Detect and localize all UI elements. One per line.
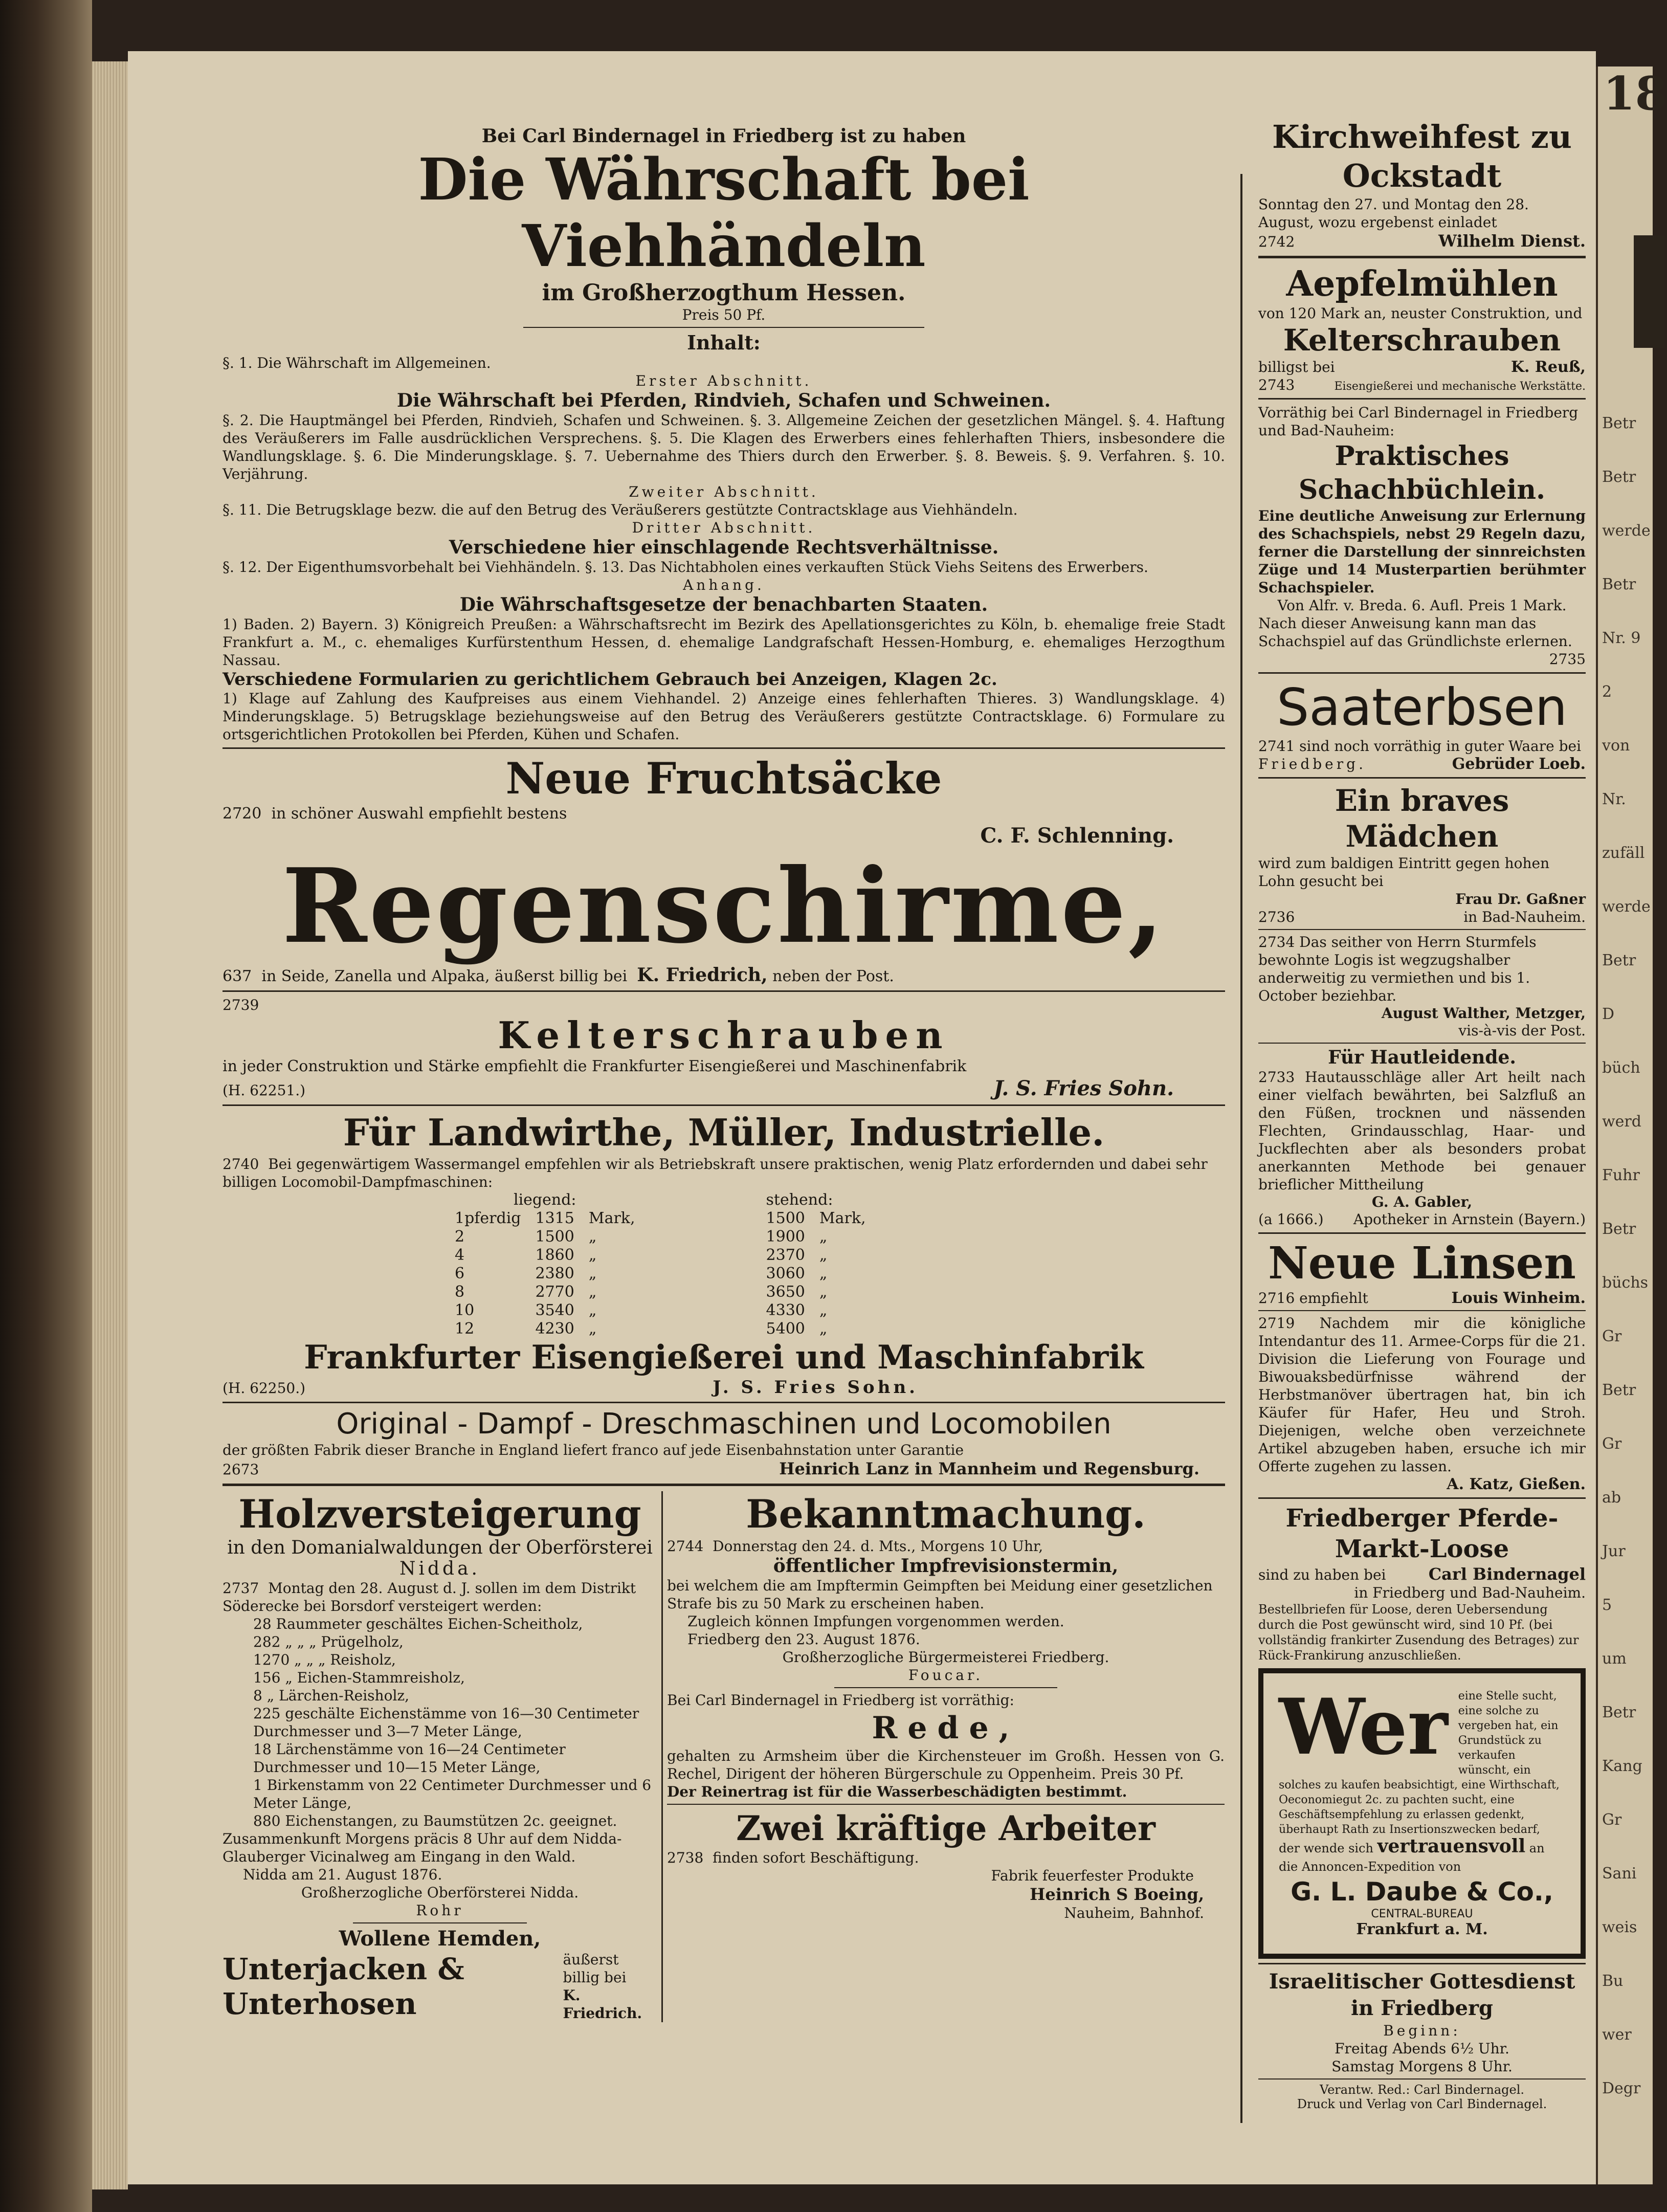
next-page-number: 18 xyxy=(1603,67,1667,121)
ad-number: 2720 xyxy=(223,805,262,823)
holz-sub2: Nidda. xyxy=(399,1558,480,1579)
wer-text2: der wende sich xyxy=(1279,1841,1373,1855)
rule xyxy=(223,1104,1225,1106)
linsen-signature: Louis Winheim. xyxy=(1451,1289,1586,1307)
holz-office: Großherzogliche Oberförsterei Nidda. xyxy=(301,1884,579,1901)
ad-kelterschrauben xyxy=(223,996,1225,1100)
price-row xyxy=(448,1283,873,1301)
part2-text: §. 11. Die Betrugsklage bezw. die auf den Betrug des Veräußerers gestützte Contractsklage aus Viehhändeln. xyxy=(223,501,1018,518)
next-page-text-fragment: ab xyxy=(1602,1489,1621,1507)
subcolumns xyxy=(223,1491,1225,2022)
ad-katz xyxy=(1258,1314,1586,1493)
price-cell: 1860 xyxy=(535,1246,574,1264)
part3-label: Dritter Abschnitt. xyxy=(632,519,816,536)
holz-item: 1 Birkenstamm von 22 Centimeter Durchmesser und 6 Meter Länge, xyxy=(253,1777,652,1811)
book-title: Die Währschaft bei Viehhändeln xyxy=(418,146,1030,280)
price-cell: 12 xyxy=(455,1320,475,1338)
rule xyxy=(223,1402,1225,1403)
next-page-text-fragment: Betr xyxy=(1602,1381,1636,1399)
part2-label: Zweiter Abschnitt. xyxy=(629,483,819,500)
price-cell: „ xyxy=(588,1246,597,1264)
ad-number: 2735 xyxy=(1549,651,1586,668)
holz-item: 18 Lärchenstämme von 16—24 Centimeter Durchmesser und 10—15 Meter Länge, xyxy=(253,1741,566,1776)
price-cell: „ xyxy=(819,1301,828,1319)
price-cell: 3650 xyxy=(766,1283,805,1301)
price-cell: „ xyxy=(819,1228,828,1246)
ad-logis xyxy=(1258,933,1586,1039)
ad-number: 2673 xyxy=(223,1461,259,1478)
hemden-title: Wollene Hemden, xyxy=(339,1927,541,1951)
price-cell: 4330 xyxy=(766,1301,805,1319)
rule xyxy=(1258,1497,1586,1499)
subcolumn-left xyxy=(223,1491,657,2022)
rule xyxy=(667,1804,1225,1805)
next-page-text-fragment: büch xyxy=(1602,1059,1640,1077)
price-cell: 10 xyxy=(455,1301,475,1319)
ad-number: 2740 xyxy=(223,1156,259,1173)
price-cell: „ xyxy=(588,1265,597,1282)
ad-waehrschaft xyxy=(223,125,1225,743)
ad-number: 2737 xyxy=(223,1580,259,1597)
aepfel-desc: Eisengießerei und mechanische Werkstätte. xyxy=(1334,380,1586,393)
bekanntmachung-official: Foucar. xyxy=(908,1667,984,1684)
ad-number: 2739 xyxy=(223,997,259,1013)
arbeiter-owner: Heinrich S Boeing, xyxy=(1030,1885,1204,1904)
price-cell: 1500 xyxy=(535,1228,574,1246)
next-page-text-fragment: Gr xyxy=(1602,1435,1622,1453)
next-page-text-fragment: wer xyxy=(1602,2026,1632,2044)
kirchweih-text: Sonntag den 27. und Montag den 28. August, wozu ergebenst einladet xyxy=(1258,196,1529,231)
arbeiter-place: Nauheim, Bahnhof. xyxy=(1064,1905,1204,1921)
holz-meeting: Zusammenkunft Morgens präcis 8 Uhr auf dem Nidda-Glauberger Vicinalweg am Eingang in den Wald. xyxy=(223,1830,622,1865)
loose-text: sind zu haben bei xyxy=(1258,1566,1386,1583)
next-page-text-fragment: Bu xyxy=(1602,1972,1624,1990)
kelterschrauben-title: Kelterschrauben xyxy=(498,1013,950,1057)
rede-note: Der Reinertrag ist für die Wasserbeschädigten bestimmt. xyxy=(667,1783,1127,1800)
gottesdienst-begin: Beginn: xyxy=(1383,2022,1461,2039)
holz-item: 8 „ Lärchen-Reisholz, xyxy=(253,1687,410,1704)
aepfel-prefix: billigst bei xyxy=(1258,359,1335,375)
price-cell: 2380 xyxy=(535,1265,574,1282)
imprint-print: Druck und Verlag von Carl Bindernagel. xyxy=(1297,2097,1547,2111)
next-page-text-fragment: Nr. xyxy=(1602,790,1626,808)
part1-title: Die Währschaft bei Pferden, Rindvieh, Schafen und Schweinen. xyxy=(396,390,1051,411)
landwirthe-signature: J. S. Fries Sohn. xyxy=(713,1377,918,1398)
book-subtitle: im Großherzogthum Hessen. xyxy=(542,280,906,306)
price-table xyxy=(448,1191,873,1338)
appendix-text: 1) Baden. 2) Bayern. 3) Königreich Preußen: a Währschaftsrecht im Bezirk des Apellationsgerichtes zu Köln, b. ehemalige freie Stadt Frankfurt a. M., c. ehemaliges Kurfürstenthum Hessen, d. ehemalige Landgrafschaft Hessen-Homburg, e. ehemaliges Herzogthum Nassau. xyxy=(223,616,1225,669)
kirchweih-signature: Wilhelm Dienst. xyxy=(1438,231,1586,251)
next-page-text-fragment: Kang xyxy=(1602,1757,1642,1775)
spacer xyxy=(642,1320,759,1338)
loose-note: Bestellbriefen für Loose, deren Uebersendung durch die Post gewünscht wird, sind 10 Pf. (bei vollständig frankirter Zusendung des Betrages) zur Rück-Frankirung anzuschließen. xyxy=(1258,1602,1579,1663)
holz-item: 225 geschälte Eichenstämme von 16—30 Centimeter Durchmesser und 3—7 Meter Länge, xyxy=(253,1705,639,1740)
forms-title: Verschiedene Formularien zu gerichtlichem Gebrauch bei Anzeigen, Klagen 2c. xyxy=(223,669,997,690)
kelterschrauben-text: in jeder Construktion und Stärke empfiehlt die Frankfurter Eisengießerei und Maschinenfabrik xyxy=(223,1057,967,1075)
gottesdienst-title: Israelitischer Gottesdienst in Friedberg xyxy=(1269,1970,1575,2020)
ad-fruchtsaecke xyxy=(223,753,1225,848)
fruchtsaecke-signature: C. F. Schlenning. xyxy=(980,824,1174,848)
lanz-title: Original - Dampf - Dreschmaschinen und Locomobilen xyxy=(336,1407,1112,1441)
price-cell: Mark, xyxy=(819,1209,866,1227)
ad-aepfelmuehlen xyxy=(1258,263,1586,394)
column-separator xyxy=(661,1491,663,2022)
wer-text3: an die Annoncen-Expedition von xyxy=(1279,1841,1545,1874)
ad-number: 637 xyxy=(223,967,252,985)
ad-regenschirme xyxy=(223,848,1225,986)
ad-number: 2744 xyxy=(667,1538,704,1555)
maedchen-place: in Bad-Nauheim. xyxy=(1463,909,1586,925)
spacer xyxy=(642,1301,759,1320)
ad-number: 2742 xyxy=(1258,233,1295,250)
price-cell: 5400 xyxy=(766,1320,805,1338)
arbeiter-title: Zwei kräftige Arbeiter xyxy=(736,1808,1155,1848)
price-cell: 1500 xyxy=(766,1209,805,1227)
next-page-text-fragment: Betr xyxy=(1602,414,1636,432)
price-cell: Mark, xyxy=(588,1209,635,1227)
next-page-text-fragment: Gr xyxy=(1602,1328,1622,1345)
rule xyxy=(223,1484,1225,1486)
rule xyxy=(1258,929,1586,930)
logis-place: vis-à-vis der Post. xyxy=(1458,1022,1586,1039)
schach-note: Nach dieser Anweisung kann man das Schachspiel auf das Gründlichste erlernen. xyxy=(1258,615,1572,650)
price-cell: 8 xyxy=(455,1283,465,1301)
price-cell: „ xyxy=(819,1246,828,1264)
schach-intro: Vorräthig bei Carl Bindernagel in Friedberg und Bad-Nauheim: xyxy=(1258,404,1579,439)
gottesdienst-friday: Freitag Abends 6½ Uhr. xyxy=(1335,2040,1509,2057)
price-cell: 2770 xyxy=(535,1283,574,1301)
column-divider xyxy=(1240,174,1242,2123)
bekanntmachung-text3: bei welchem die am Impftermin Geimpften bei Meidung einer gesetzlichen Strafe bis zu 50 Mark zu erscheinen haben. xyxy=(667,1577,1213,1612)
next-page-text-fragment: Betr xyxy=(1602,576,1636,593)
ad-number: 2741 xyxy=(1258,738,1295,755)
rede-intro: Bei Carl Bindernagel in Friedberg ist vorräthig: xyxy=(667,1692,1014,1709)
next-page-text-fragment: Betr xyxy=(1602,1704,1636,1721)
fruchtsaecke-title: Neue Fruchtsäcke xyxy=(505,753,942,804)
holz-official: Rohr xyxy=(416,1902,464,1919)
next-page-text-fragment: Sani xyxy=(1602,1865,1637,1883)
price-cell: 3540 xyxy=(535,1301,574,1319)
spacer xyxy=(642,1283,759,1301)
lanz-signature: Heinrich Lanz in Mannheim und Regensburg. xyxy=(779,1459,1199,1478)
aepfel-title2: Kelterschrauben xyxy=(1283,323,1561,358)
ad-linsen xyxy=(1258,1238,1586,1307)
next-page-text-fragment: werde xyxy=(1602,898,1651,916)
bekanntmachung-office: Großherzogliche Bürgermeisterei Friedberg. xyxy=(782,1649,1109,1666)
next-page-text-fragment: werde xyxy=(1602,522,1651,540)
wer-emph: vertrauensvoll xyxy=(1377,1835,1526,1857)
book-price: Preis 50 Pf. xyxy=(682,306,766,323)
rule xyxy=(1258,1043,1586,1044)
holz-date: Nidda am 21. August 1876. xyxy=(243,1866,442,1883)
maedchen-text: wird zum baldigen Eintritt gegen hohen Lohn gesucht bei xyxy=(1258,855,1550,890)
ad-number: 2736 xyxy=(1258,909,1295,925)
wer-bureau: CENTRAL-BUREAU xyxy=(1371,1908,1473,1920)
price-cell: „ xyxy=(819,1283,828,1301)
holz-item: 28 Raummeter geschältes Eichen-Scheitholz, xyxy=(253,1616,583,1632)
schach-title: Praktisches Schachbüchlein. xyxy=(1298,440,1546,505)
print-block xyxy=(1634,235,1664,348)
landwirthe-text: Bei gegenwärtigem Wassermangel empfehlen wir als Betriebskraft unsere praktischen, wenig Platz erfordernden und dabei sehr billigen Locomobil-Dampfmaschinen: xyxy=(223,1156,1208,1190)
next-page-text-fragment: Jur xyxy=(1602,1542,1626,1560)
holz-sub1: in den Domanialwaldungen der Oberförsterei xyxy=(227,1537,653,1558)
ad-kirchweih xyxy=(1258,118,1586,251)
arbeiter-firm: Fabrik feuerfester Produkte xyxy=(991,1867,1194,1884)
next-page-text-fragment: werd xyxy=(1602,1113,1641,1131)
hemden-big: Unterjacken & Unterhosen xyxy=(223,1952,464,2021)
next-page-text-fragment: Betr xyxy=(1602,1220,1636,1238)
ad-maedchen xyxy=(1258,783,1586,926)
price-cell: „ xyxy=(588,1320,597,1338)
toc-heading: Inhalt: xyxy=(687,331,761,354)
wer-firm: G. L. Daube & Co., xyxy=(1291,1877,1553,1907)
aepfel-seller: K. Reuß, xyxy=(1510,358,1586,376)
rule xyxy=(1258,398,1586,400)
holz-items xyxy=(223,1615,657,1830)
haut-title: Für Hautleidende. xyxy=(1328,1047,1516,1068)
linsen-title: Neue Linsen xyxy=(1268,1237,1576,1289)
kelterschrauben-signature: J. S. Fries Sohn. xyxy=(993,1076,1174,1100)
divider xyxy=(523,327,924,328)
logis-signature: August Walther, Metzger, xyxy=(1381,1005,1586,1022)
price-cell: 6 xyxy=(455,1265,465,1282)
price-cell: „ xyxy=(588,1301,597,1319)
aepfel-text: von 120 Mark an, neuster Construktion, und xyxy=(1258,305,1583,322)
ad-saaterbsen xyxy=(1258,678,1586,773)
next-page-text-fragment: 2 xyxy=(1602,683,1612,701)
next-page-text-fragment: weis xyxy=(1602,1918,1637,1936)
price-cell: „ xyxy=(588,1228,597,1246)
holz-item: 1270 „ „ „ Reisholz, xyxy=(253,1651,396,1668)
ad-loose xyxy=(1258,1503,1586,1663)
toc-s1: §. 1. Die Währschaft im Allgemeinen. xyxy=(223,355,491,371)
next-page-text-fragment: büchs xyxy=(1602,1274,1649,1292)
price-row xyxy=(448,1246,873,1265)
rule xyxy=(1258,1232,1586,1234)
ref-number: (H. 62251.) xyxy=(223,1082,306,1099)
rule xyxy=(1258,1963,1586,1964)
ad-schachbuechlein xyxy=(1258,404,1586,668)
kirchweih-title: Kirchweihfest zu Ockstadt xyxy=(1272,118,1572,194)
ad-daube-box xyxy=(1258,1668,1586,1959)
holz-item: 880 Eichenstangen, zu Baumstützen 2c. geeignet. xyxy=(253,1812,617,1829)
price-row xyxy=(448,1265,873,1283)
rule xyxy=(1258,256,1586,258)
regenschirme-title: Regenschirme, xyxy=(282,846,1166,966)
right-column xyxy=(1258,118,1586,2161)
publisher-line: Bei Carl Bindernagel in Friedberg ist zu haben xyxy=(481,125,966,147)
next-page-text-fragment: zufäll xyxy=(1602,844,1645,862)
rede-text: gehalten zu Armsheim über die Kirchensteuer im Großh. Hessen von G. Rechel, Dirigent der höheren Bürgerschule zu Oppenheim. Preis 30 Pf. xyxy=(667,1748,1225,1782)
next-page-text-fragment: von xyxy=(1602,737,1630,755)
arbeiter-text: finden sofort Beschäftigung. xyxy=(713,1849,919,1866)
ad-hautleidende xyxy=(1258,1047,1586,1228)
rule xyxy=(1258,672,1586,674)
haut-text: Hautausschläge aller Art heilt nach einer vielfach bewährten, bei Salzfluß an den Füßen, trocknen und nässenden Flechten, Grindausschlag, Haar- und Juckflechten aber als besonders probat anerkannten Methode bei genauer brieflicher Mittheilung xyxy=(1258,1069,1586,1193)
wer-city: Frankfurt a. M. xyxy=(1356,1920,1488,1938)
price-cell: 1315 xyxy=(535,1209,574,1227)
ad-number: 2733 xyxy=(1258,1069,1295,1086)
part3-title: Verschiedene hier einschlagende Rechtsverhältnisse. xyxy=(449,537,999,558)
ad-gottesdienst xyxy=(1258,1968,1586,2075)
next-page-text-fragment: Gr xyxy=(1602,1811,1622,1829)
ad-number: 2716 xyxy=(1258,1290,1295,1307)
lanz-text: der größten Fabrik dieser Branche in England liefert franco auf jede Eisenbahnstation unter Garantie xyxy=(223,1442,964,1458)
saat-signature: Gebrüder Loeb. xyxy=(1452,755,1586,773)
holz-item: 282 „ „ „ Prügelholz, xyxy=(253,1633,404,1650)
ad-landwirthe xyxy=(223,1110,1225,1398)
holz-item: 156 „ Eichen-Stammreisholz, xyxy=(253,1669,465,1686)
next-page-text-fragment: D xyxy=(1602,1005,1615,1023)
ad-number: 2738 xyxy=(667,1849,704,1866)
haut-signature: G. A. Gabler, xyxy=(1371,1193,1473,1210)
ad-number: 2719 xyxy=(1258,1315,1295,1332)
regenschirme-seller: K. Friedrich, xyxy=(637,964,768,986)
next-page-text-fragment: Degr xyxy=(1602,2080,1641,2097)
subcolumn-right xyxy=(667,1491,1225,2022)
bekanntmachung-date: Friedberg den 23. August 1876. xyxy=(687,1631,920,1648)
price-cell: 2370 xyxy=(766,1246,805,1264)
rede-title: Rede, xyxy=(872,1710,1020,1746)
loose-seller: Carl Bindernagel xyxy=(1428,1564,1586,1584)
bekanntmachung-title: Bekanntmachung. xyxy=(746,1491,1146,1537)
page-edges xyxy=(92,61,128,2189)
appendix-title: Die Währschaftsgesetze der benachbarten Staaten. xyxy=(459,594,988,615)
next-page-text-fragment: Fuhr xyxy=(1602,1166,1640,1184)
part1-text: §. 2. Die Hauptmängel bei Pferden, Rindvieh, Schafen und Schweinen. §. 3. Allgemeine Zeichen der gesetzlichen Mängel. §. 4. Haftung des Veräußerers im Falle ausdrücklichen Versprechens. §. 5. Die Klagen des Erwerbers eines fehlerhaften Thiers, insbesondere die Wandlungsklage. §. 6. Die Minderungsklage. §. 7. Uebernahme des Thiers durch den Erwerber. §. 8. Beweis. §. 9. Verfahren. §. 10. Verjährung. xyxy=(223,412,1225,482)
price-cell: 3060 xyxy=(766,1265,805,1282)
price-cell: 1pferdig xyxy=(455,1209,521,1227)
next-page-text-fragment: Nr. 9 xyxy=(1602,629,1641,647)
part1-label: Erster Abschnitt. xyxy=(635,372,812,389)
spacer xyxy=(642,1265,759,1283)
schach-author: Von Alfr. v. Breda. 6. Aufl. Preis 1 Mark. xyxy=(1277,597,1567,614)
newspaper-page xyxy=(128,51,1596,2184)
next-page-text-fragment: 5 xyxy=(1602,1596,1612,1614)
price-row xyxy=(448,1209,873,1228)
spacer xyxy=(642,1228,759,1246)
price-row xyxy=(448,1228,873,1246)
rule xyxy=(223,990,1225,992)
price-cell: „ xyxy=(588,1283,597,1301)
price-cell: 4230 xyxy=(535,1320,574,1338)
price-row xyxy=(448,1301,873,1320)
ad-number: 2734 xyxy=(1258,934,1295,950)
price-cell: 1900 xyxy=(766,1228,805,1246)
bekanntmachung-text4: Zugleich können Impfungen vorgenommen werden. xyxy=(687,1613,1064,1630)
loose-title: Friedberger Pferde-Markt-Loose xyxy=(1285,1504,1559,1563)
maedchen-name: Frau Dr. Gaßner xyxy=(1455,891,1586,908)
landwirthe-firm: Frankfurter Eisengießerei und Maschinfabrik xyxy=(304,1338,1144,1377)
appendix-label: Anhang. xyxy=(683,577,765,593)
price-cell: „ xyxy=(819,1320,828,1338)
next-page-text-fragment: Betr xyxy=(1602,952,1636,969)
saat-text: sind noch vorräthig in guter Waare bei xyxy=(1299,738,1582,755)
katz-signature: A. Katz, Gießen. xyxy=(1447,1475,1586,1493)
left-column xyxy=(223,125,1225,2164)
holz-text: Montag den 28. August d. J. sollen im dem Distrikt Söderecke bei Borsdorf versteigert werden: xyxy=(223,1580,636,1614)
loose-place: in Friedberg und Bad-Nauheim. xyxy=(1354,1584,1586,1601)
bekanntmachung-text2: öffentlicher Impfrevisionstermin, xyxy=(773,1555,1119,1577)
spacer xyxy=(642,1209,759,1228)
price-cell: 2 xyxy=(455,1228,465,1246)
rule xyxy=(1258,1310,1586,1311)
regenschirme-suffix: neben der Post. xyxy=(772,967,894,985)
head-standing: stehend: xyxy=(766,1191,833,1209)
head-lying: liegend: xyxy=(513,1191,576,1209)
rule xyxy=(1258,777,1586,779)
hemden-seller: K. Friedrich. xyxy=(563,1987,642,2022)
price-row xyxy=(448,1320,873,1338)
imprint-editor: Verantw. Red.: Carl Bindernagel. xyxy=(1319,2083,1525,2097)
landwirthe-title: Für Landwirthe, Müller, Industrielle. xyxy=(343,1111,1105,1154)
schach-text: Eine deutliche Anweisung zur Erlernung des Schachspiels, nebst 29 Regeln dazu, ferner die Darstellung der sinnreichsten Züge und 14 Musterpartien berühmter Schachspieler. xyxy=(1258,507,1586,596)
ad-lanz xyxy=(223,1407,1225,1478)
forms-text: 1) Klage auf Zahlung des Kaufpreises aus einem Viehhandel. 2) Anzeige eines fehlerhaften Thieres. 3) Wandlungsklage. 4) Minderungsklage. 5) Betrugsklage beziehungsweise auf den Betrug des Veräußerers gestützte Contractsklage. 6) Formulare zu ortsgerichtlichen Protokollen bei Pferden, Kühen und Schafen. xyxy=(223,690,1225,743)
book-binding xyxy=(0,0,92,2212)
katz-text: Nachdem mir die königliche Intendantur des 11. Armee-Corps für die 21. Division die Lieferung von Fourage und Biwouaksbedürfnisse während der Herbstmanöver übertragen hat, bin ich Käufer für Hafer, Heu und Stroh. Diejenigen, welche oben verzeichnete Artikel abzugeben haben, ersuche ich mir Offerte zugehen zu lassen. xyxy=(1258,1315,1586,1475)
spacer xyxy=(642,1246,759,1265)
fruchtsaecke-text: in schöner Auswahl empfiehlt bestens xyxy=(271,805,567,823)
next-page-text-fragment: Betr xyxy=(1602,468,1636,486)
ad-number: 2743 xyxy=(1258,377,1295,393)
price-cell: 4 xyxy=(455,1246,465,1264)
holz-title: Holzversteigerung xyxy=(238,1491,641,1537)
ref-number: (H. 62250.) xyxy=(223,1380,306,1397)
bekanntmachung-text1: Donnerstag den 24. d. Mts., Morgens 10 Uhr, xyxy=(713,1538,1043,1555)
regenschirme-text: in Seide, Zanella und Alpaka, äußerst billig bei xyxy=(261,967,628,985)
linsen-text: empfiehlt xyxy=(1299,1290,1368,1307)
wer-big: Wer xyxy=(1279,1682,1448,1772)
divider xyxy=(353,1922,527,1923)
aepfel-title: Aepfelmühlen xyxy=(1286,263,1558,304)
part3-text: §. 12. Der Eigenthumsvorbehalt bei Viehhändeln. §. 13. Das Nichtabholen eines verkauften Stück Viehs Seitens des Erwerbers. xyxy=(223,559,1148,576)
rule xyxy=(1258,2078,1586,2080)
saat-title: Saaterbsen xyxy=(1276,677,1568,737)
saat-place: Friedberg. xyxy=(1258,756,1366,772)
divider xyxy=(834,1687,1057,1688)
next-page-fragment xyxy=(1596,67,1667,2184)
logis-text: Das seither von Herrn Sturmfels bewohnte Logis ist wegzugshalber anderweitig zu vermiethen und bis 1. October beziehbar. xyxy=(1258,934,1537,1004)
price-cell: „ xyxy=(819,1265,828,1282)
wer-text1: eine Stelle sucht, eine solche zu vergeben hat, ein Grundstück zu verkaufen wünscht, ein solches zu kaufen beabsichtigt, eine Wirthschaft, Oeconomiegut 2c. zu pachten sucht, eine Geschäftsempfehlung zu erlassen gedenkt, überhaupt Rath zu Insertionszwecken bedarf, xyxy=(1279,1690,1560,1836)
next-page-text-fragment: um xyxy=(1602,1650,1627,1668)
haut-place: Apotheker in Arnstein (Bayern.) xyxy=(1353,1211,1586,1228)
gottesdienst-saturday: Samstag Morgens 8 Uhr. xyxy=(1331,2058,1513,2075)
maedchen-title: Ein braves Mädchen xyxy=(1335,783,1509,854)
ref-number: (a 1666.) xyxy=(1258,1211,1324,1228)
hemden-text: äußerst billig bei xyxy=(563,1951,627,1986)
rule xyxy=(223,747,1225,749)
